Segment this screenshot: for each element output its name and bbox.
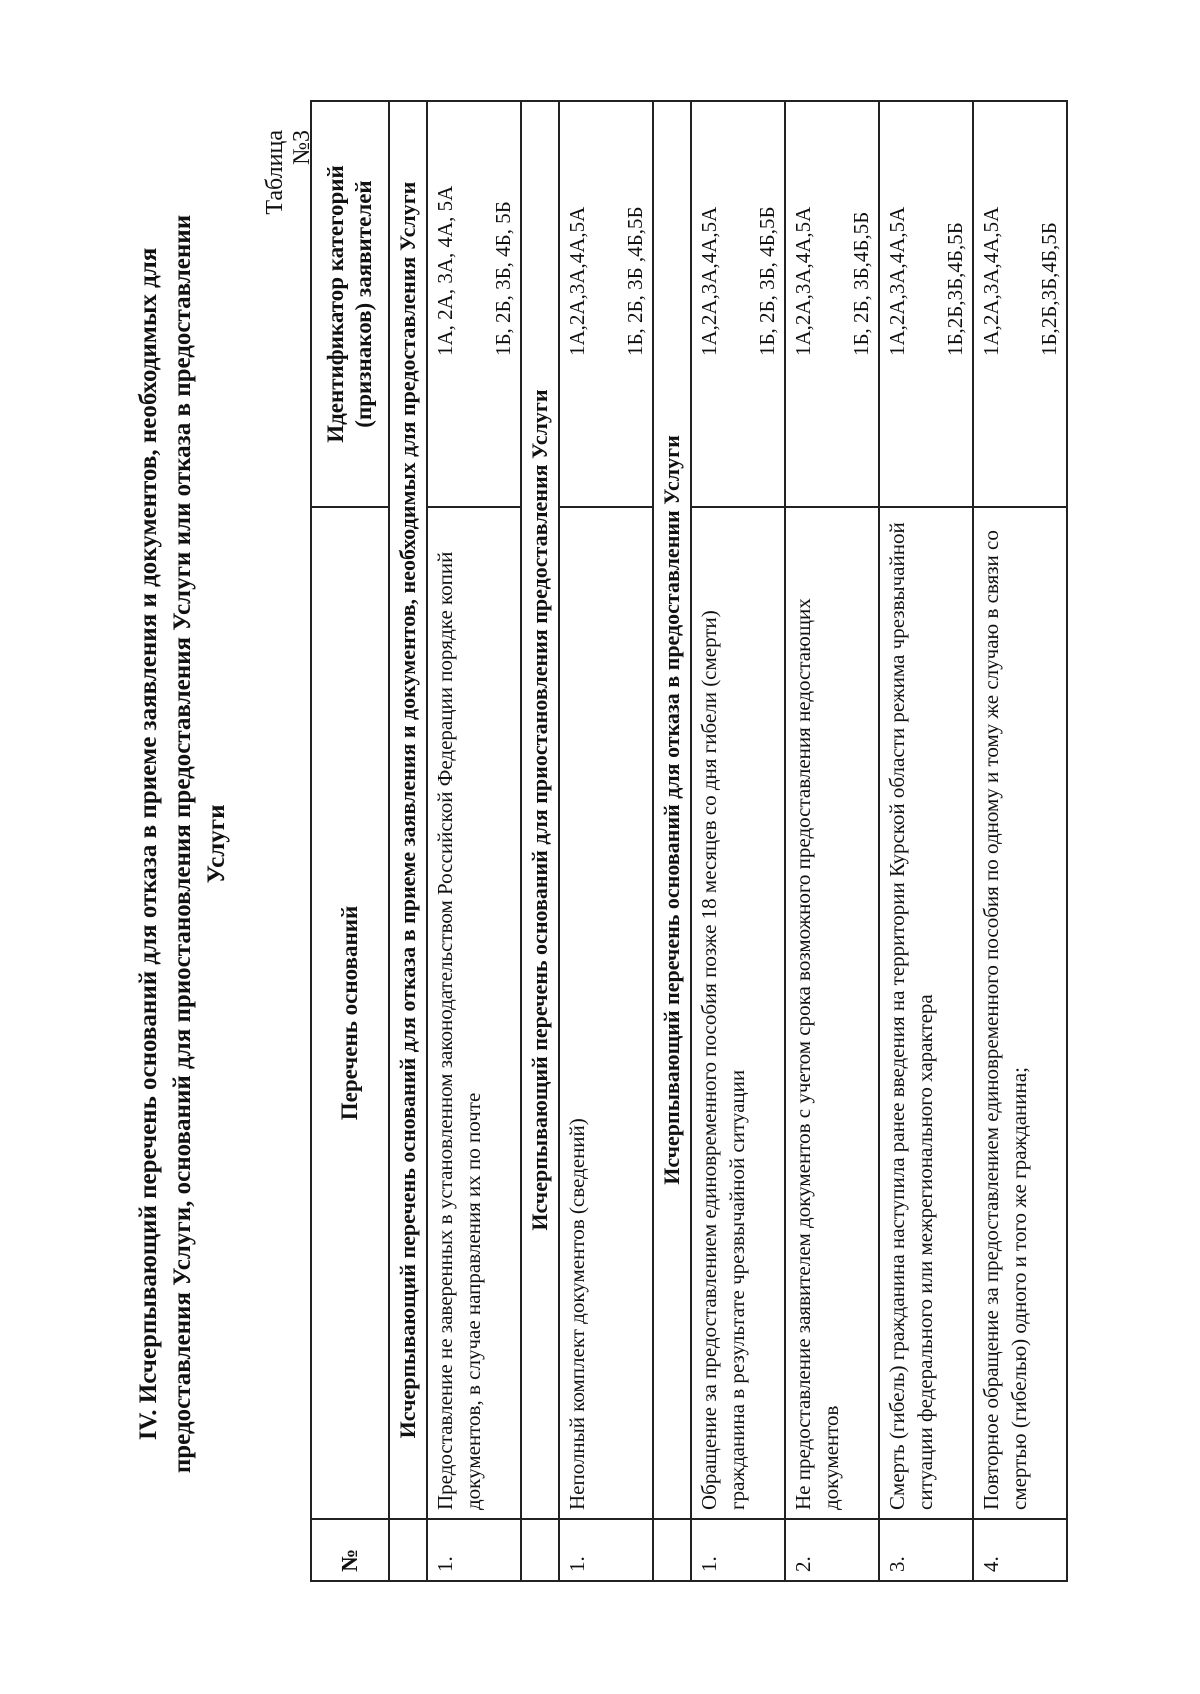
ids-group-b: 1Б,2Б,3Б,4Б,5Б <box>943 222 967 356</box>
table-row <box>691 101 785 1581</box>
row-ids <box>973 101 1067 507</box>
table-row <box>559 101 653 1581</box>
ids-group-a: 1А,2А,3А,4А,5А <box>791 206 815 356</box>
table-header-row <box>311 101 389 1581</box>
section-row <box>389 101 427 1581</box>
title-line-3: Услуги <box>203 804 230 884</box>
row-ids <box>879 101 973 507</box>
title-line-2: предоставления Услуги, оснований для приостановления предоставления Услуги или отказа в предоставлении <box>169 214 196 1474</box>
row-number: 1. <box>691 1519 785 1581</box>
table-row <box>973 101 1067 1581</box>
ids-group-a: 1А,2А,3А,4А,5А <box>565 206 589 356</box>
row-number: 3. <box>879 1519 973 1581</box>
ids-group-a: 1А,2А,3А,4А,5А <box>697 206 721 356</box>
row-reason: Неполный комплект документов (сведений) <box>559 507 653 1519</box>
section-title-cell: Исчерпывающий перечень оснований для приостановления предоставления Услуги <box>521 101 559 1519</box>
ids-group-b: 1Б, 2Б, 3Б, 4Б,5Б <box>755 206 779 356</box>
ids-group-a: 1А,2А,3А,4А,5А <box>885 206 909 356</box>
section-spacer <box>389 1519 427 1581</box>
title-line-1: IV. Исчерпывающий перечень оснований для отказа в приеме заявления и документов, необходимых для <box>135 247 162 1441</box>
row-number: 2. <box>785 1519 879 1581</box>
row-ids <box>691 101 785 507</box>
section-spacer <box>521 1519 559 1581</box>
row-reason: Не предоставление заявителем документов с учетом срока возможного предоставления недостающих документов <box>785 507 879 1519</box>
row-reason: Повторное обращение за предоставлением единовременного пособия по одному и тому же случаю в связи со смертью (гибелью) одного и того же гражданина; <box>973 507 1067 1519</box>
section-row <box>653 101 691 1581</box>
ids-group-a: 1А,2А,3А,4А,5А <box>979 206 1003 356</box>
ids-group-b: 1Б,2Б,3Б,4Б,5Б <box>1037 222 1061 356</box>
section-title-cell: Исчерпывающий перечень оснований для отказа в предоставлении Услуги <box>653 101 691 1519</box>
header-num: № <box>311 1519 389 1581</box>
section-spacer <box>653 1519 691 1581</box>
header-ids: Идентификатор категорий (признаков) заявителей <box>311 101 389 507</box>
table-caption: Таблица №3 <box>262 130 315 215</box>
ids-group-b: 1Б, 2Б, 3Б ,4Б,5Б <box>623 206 647 356</box>
row-number: 1. <box>427 1519 521 1581</box>
section-row <box>521 101 559 1581</box>
row-number: 1. <box>559 1519 653 1581</box>
row-reason: Смерть (гибель) гражданина наступила ранее введения на территории Курской области режима чрезвычайной ситуации федерального или межрегионального характера <box>879 507 973 1519</box>
ids-group-b: 1Б, 2Б, 3Б, 4Б, 5Б <box>491 201 515 356</box>
row-reason: Обращение за предоставлением единовременного пособия позже 18 месяцев со дня гибели (смерти) гражданина в результате чрезвычайной ситуации <box>691 507 785 1519</box>
row-number: 4. <box>973 1519 1067 1581</box>
table-row <box>785 101 879 1581</box>
ids-group-b: 1Б, 2Б, 3Б,4Б,5Б <box>849 211 873 356</box>
section-title-cell: Исчерпывающий перечень оснований для отказа в приеме заявления и документов, необходимых для предоставления Услуги <box>389 101 427 1519</box>
row-ids <box>785 101 879 507</box>
table-row <box>427 101 521 1581</box>
ids-group-a: 1А, 2А, 3А, 4А, 5А <box>433 185 457 356</box>
row-ids <box>559 101 653 507</box>
row-ids <box>427 101 521 507</box>
section-title <box>132 154 234 1534</box>
row-reason: Предоставление не заверенных в установленном законодательством Российской Федерации порядке копий документов, в случае направления их по почте <box>427 507 521 1519</box>
table-row <box>879 101 973 1581</box>
header-reasons: Перечень оснований <box>311 507 389 1519</box>
grounds-table <box>310 100 1068 1582</box>
